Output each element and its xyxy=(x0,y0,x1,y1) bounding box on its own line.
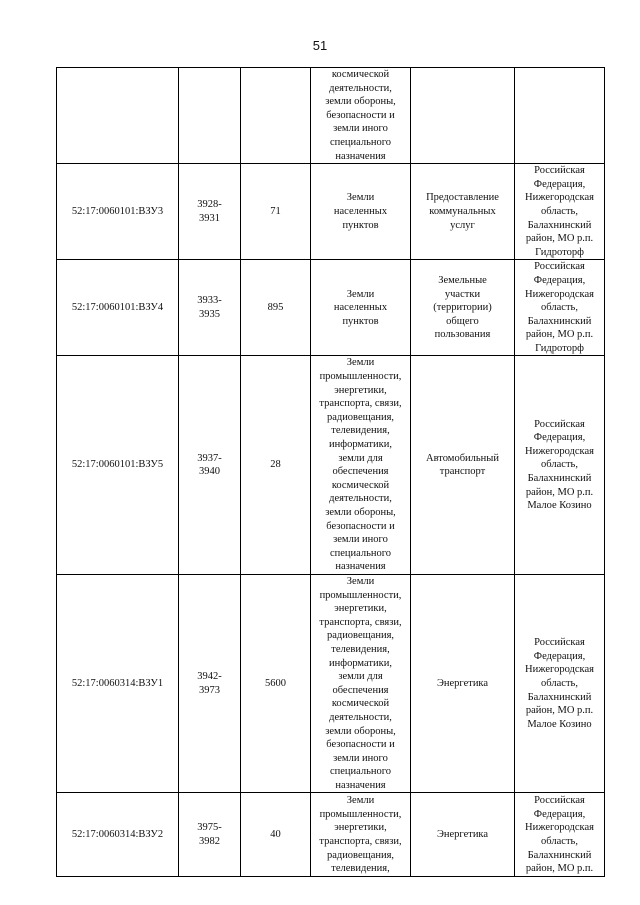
land-plots-table xyxy=(56,67,605,877)
point-numbers-cell: 3942- 3973 xyxy=(179,574,241,793)
permitted-use-cell: Энергетика xyxy=(411,793,515,877)
area-cell: 5600 xyxy=(241,574,311,793)
page-number: 51 xyxy=(312,38,328,53)
location-cell: Российская Федерация, Нижегородская область, Балахнинский район, МО р.п. Малое Козино xyxy=(515,574,605,793)
permitted-use-cell xyxy=(411,68,515,164)
permitted-use-cell: Автомобильный транспорт xyxy=(411,356,515,575)
permitted-use-cell: Энергетика xyxy=(411,574,515,793)
land-category-cell: космической деятельности, земли обороны, безопасности и земли иного специального назначения xyxy=(311,68,411,164)
area-cell: 71 xyxy=(241,164,311,260)
location-cell xyxy=(515,68,605,164)
point-numbers-cell xyxy=(179,68,241,164)
cadastral-number-cell: 52:17:0060101:ВЗУ4 xyxy=(57,260,179,356)
point-numbers-cell: 3937- 3940 xyxy=(179,356,241,575)
cadastral-number-cell: 52:17:0060101:ВЗУ3 xyxy=(57,164,179,260)
land-category-cell: Земли промышленности, энергетики, транспорта, связи, радиовещания, телевидения, информатики, земли для обеспечения космической деятельности, земли обороны, безопасности и земли иного специального назначения xyxy=(311,356,411,575)
point-numbers-cell: 3933- 3935 xyxy=(179,260,241,356)
area-cell xyxy=(241,68,311,164)
point-numbers-cell: 3928- 3931 xyxy=(179,164,241,260)
permitted-use-cell: Земельные участки (территории) общего пользования xyxy=(411,260,515,356)
cadastral-number-cell: 52:17:0060101:ВЗУ5 xyxy=(57,356,179,575)
table-row xyxy=(57,260,605,356)
area-cell: 40 xyxy=(241,793,311,877)
table-row xyxy=(57,793,605,877)
table-row xyxy=(57,574,605,793)
location-cell: Российская Федерация, Нижегородская область, Балахнинский район, МО р.п. Гидроторф xyxy=(515,164,605,260)
area-cell: 895 xyxy=(241,260,311,356)
land-category-cell: Земли населенных пунктов xyxy=(311,260,411,356)
table-row xyxy=(57,164,605,260)
land-category-cell: Земли населенных пунктов xyxy=(311,164,411,260)
table-row xyxy=(57,68,605,164)
cadastral-number-cell: 52:17:0060314:ВЗУ1 xyxy=(57,574,179,793)
cadastral-number-cell xyxy=(57,68,179,164)
table-row xyxy=(57,356,605,575)
cadastral-number-cell: 52:17:0060314:ВЗУ2 xyxy=(57,793,179,877)
point-numbers-cell: 3975- 3982 xyxy=(179,793,241,877)
land-category-cell: Земли промышленности, энергетики, транспорта, связи, радиовещания, телевидения, информатики, земли для обеспечения космической деятельности, земли обороны, безопасности и земли иного специального назначения xyxy=(311,574,411,793)
permitted-use-cell: Предоставление коммунальных услуг xyxy=(411,164,515,260)
area-cell: 28 xyxy=(241,356,311,575)
land-category-cell: Земли промышленности, энергетики, транспорта, связи, радиовещания, телевидения, xyxy=(311,793,411,877)
location-cell: Российская Федерация, Нижегородская область, Балахнинский район, МО р.п. xyxy=(515,793,605,877)
location-cell: Российская Федерация, Нижегородская область, Балахнинский район, МО р.п. Малое Козино xyxy=(515,356,605,575)
location-cell: Российская Федерация, Нижегородская область, Балахнинский район, МО р.п. Гидроторф xyxy=(515,260,605,356)
